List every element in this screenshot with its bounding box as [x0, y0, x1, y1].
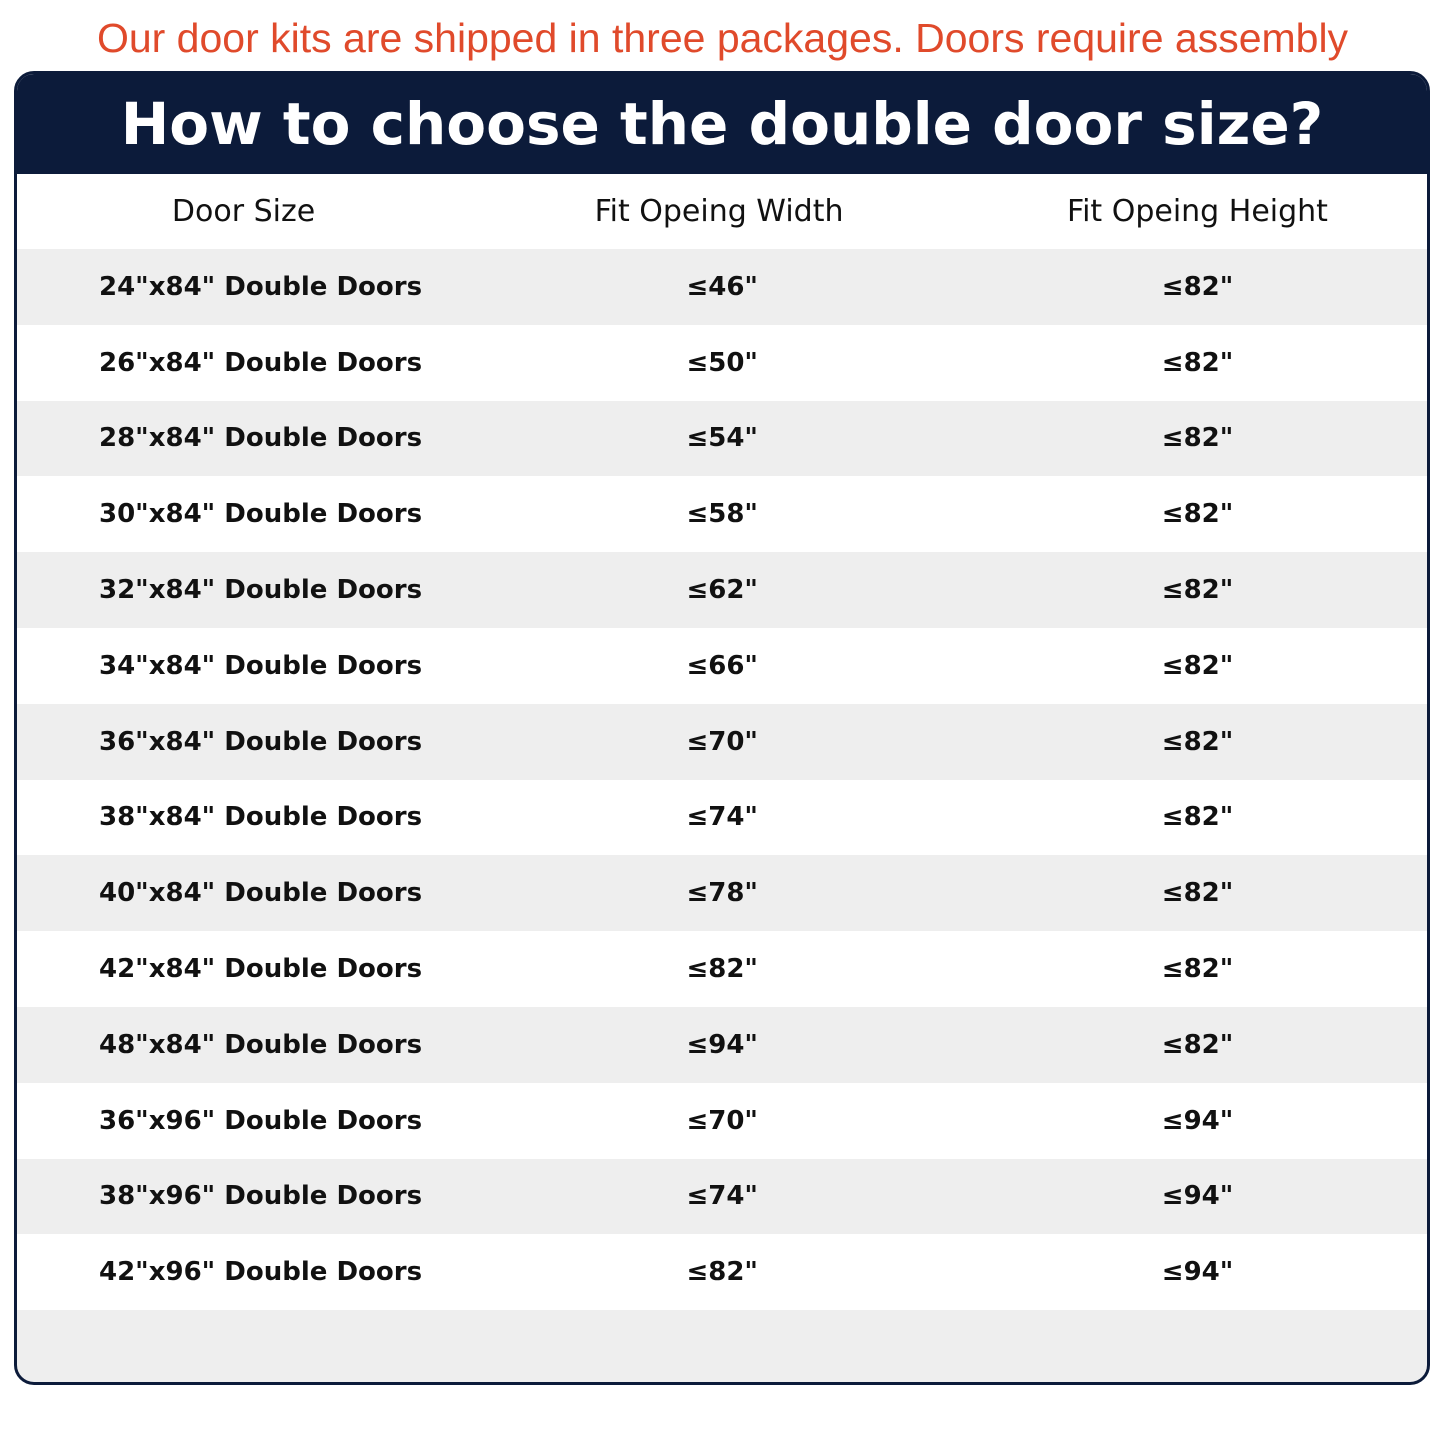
- cell-fit-height: ≤82": [1161, 954, 1234, 985]
- table-row: [17, 628, 1427, 704]
- cell-door-size: 38"x96" Double Doors: [99, 1181, 423, 1212]
- cell-fit-width: ≤70": [686, 1105, 758, 1136]
- cell-fit-height: ≤82": [1161, 650, 1234, 681]
- header-fit-width: Fit Opeing Width: [594, 194, 844, 229]
- table-row: [17, 401, 1427, 477]
- cell-fit-width: ≤62": [686, 575, 758, 606]
- header-fit-height: Fit Opeing Height: [1067, 194, 1328, 229]
- table-row: [17, 780, 1427, 856]
- cell-door-size: 26"x84" Double Doors: [99, 347, 423, 378]
- cell-fit-width: ≤74": [686, 802, 758, 833]
- cell-fit-width: ≤94": [686, 1029, 758, 1060]
- table-row: [17, 931, 1427, 1007]
- cell-fit-height: ≤82": [1161, 271, 1234, 302]
- table-row: [17, 704, 1427, 780]
- page-title: How to choose the double door size?: [120, 90, 1324, 158]
- cell-fit-width: ≤78": [686, 878, 758, 909]
- cell-fit-width: ≤58": [686, 499, 758, 530]
- cell-door-size: 38"x84" Double Doors: [99, 802, 423, 833]
- cell-fit-width: ≤82": [686, 954, 758, 985]
- table-header-row: [17, 174, 1427, 249]
- table-row: [17, 1083, 1427, 1159]
- cell-door-size: 42"x96" Double Doors: [99, 1257, 423, 1288]
- cell-fit-width: ≤54": [686, 423, 758, 454]
- cell-fit-width: ≤70": [686, 726, 758, 757]
- size-table: [17, 174, 1427, 1310]
- table-row: [17, 249, 1427, 325]
- table-row: [17, 855, 1427, 931]
- table-row: [17, 1234, 1427, 1310]
- table-row: [17, 325, 1427, 401]
- cell-fit-width: ≤46": [686, 271, 758, 302]
- table-row: [17, 476, 1427, 552]
- cell-fit-width: ≤82": [686, 1257, 758, 1288]
- cell-fit-height: ≤82": [1161, 878, 1234, 909]
- cell-fit-height: ≤82": [1161, 802, 1234, 833]
- cell-door-size: 32"x84" Double Doors: [99, 575, 423, 606]
- shipping-notice: Our door kits are shipped in three packages. Doors require assembly: [96, 15, 1349, 61]
- cell-door-size: 30"x84" Double Doors: [99, 499, 423, 530]
- cell-door-size: 34"x84" Double Doors: [99, 650, 423, 681]
- cell-door-size: 42"x84" Double Doors: [99, 954, 423, 985]
- cell-fit-width: ≤50": [686, 347, 758, 378]
- table-row: [17, 1159, 1427, 1235]
- cell-door-size: 28"x84" Double Doors: [99, 423, 423, 454]
- cell-fit-height: ≤82": [1161, 1029, 1234, 1060]
- cell-fit-width: ≤74": [686, 1181, 758, 1212]
- cell-fit-height: ≤94": [1161, 1181, 1234, 1212]
- table-row: [17, 1007, 1427, 1083]
- cell-fit-height: ≤82": [1161, 575, 1234, 606]
- cell-door-size: 48"x84" Double Doors: [99, 1029, 423, 1060]
- cell-fit-height: ≤82": [1161, 499, 1234, 530]
- table-row: [17, 552, 1427, 628]
- header-door-size: Door Size: [171, 194, 316, 229]
- cell-door-size: 24"x84" Double Doors: [99, 271, 423, 302]
- cell-fit-height: ≤82": [1161, 423, 1234, 454]
- cell-fit-height: ≤82": [1161, 726, 1234, 757]
- size-guide-card: [14, 71, 1430, 1385]
- cell-fit-width: ≤66": [686, 650, 758, 681]
- card-header: [17, 74, 1427, 174]
- cell-fit-height: ≤94": [1161, 1257, 1234, 1288]
- cell-door-size: 40"x84" Double Doors: [99, 878, 423, 909]
- cell-door-size: 36"x96" Double Doors: [99, 1105, 423, 1136]
- cell-door-size: 36"x84" Double Doors: [99, 726, 423, 757]
- cell-fit-height: ≤94": [1161, 1105, 1234, 1136]
- cell-fit-height: ≤82": [1161, 347, 1234, 378]
